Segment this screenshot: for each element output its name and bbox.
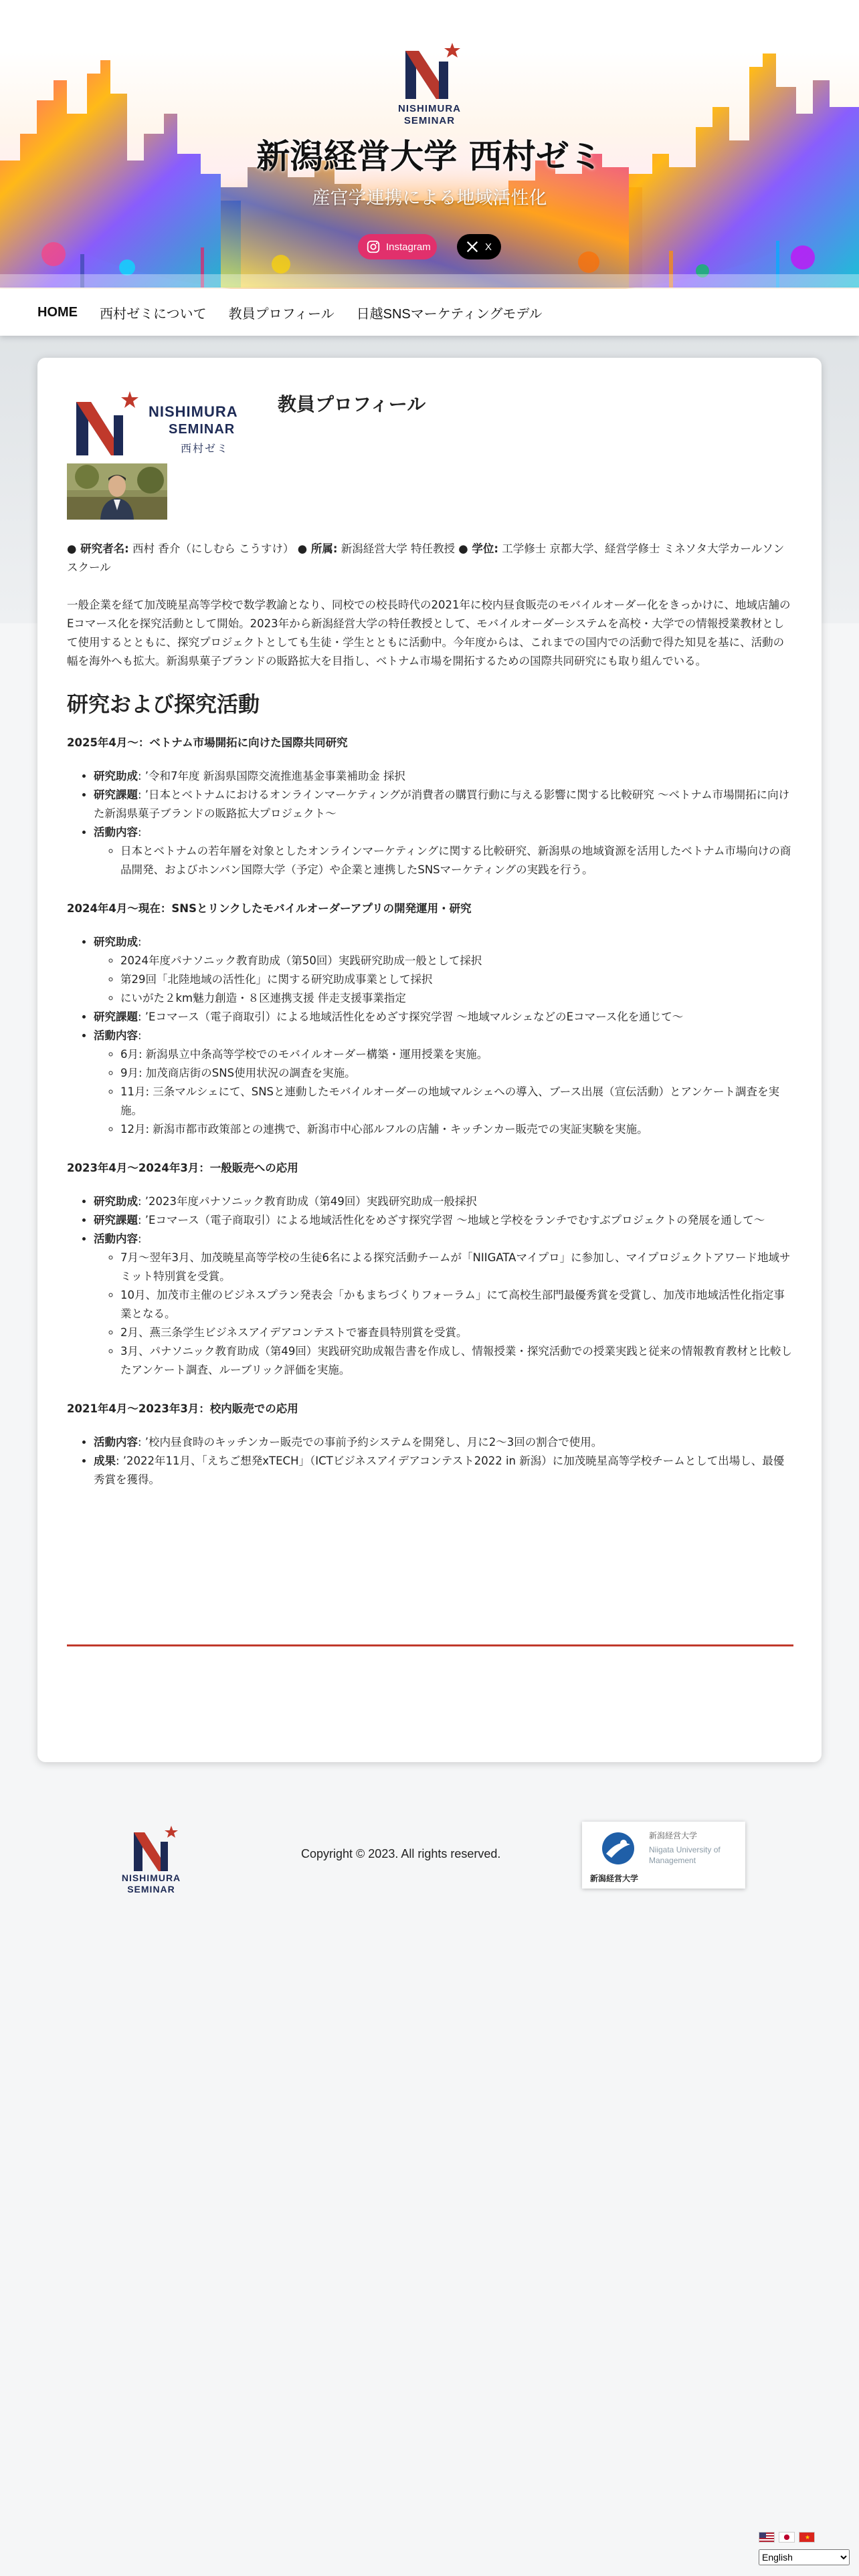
researcher-name: 西村 香介（にしむら こうすけ） [128, 542, 298, 555]
period-list [94, 933, 793, 1139]
item-label: 研究課題 [94, 1010, 138, 1023]
list-item [94, 767, 793, 786]
item-text: : ’Eコマース（電子商取引）による地域活性化をめざす探究学習 〜地域マルシェなどのEコマース化を通じて〜 [138, 1010, 684, 1023]
language-select[interactable] [759, 2549, 850, 2565]
item-label: 活動内容 [94, 826, 138, 839]
x-label: X [485, 241, 492, 253]
site-title: 新潟経営大学 西村ゼミ [256, 137, 603, 176]
sub-list-item: ◦ にいがた２km魅力創造・８区連携支援 伴走支援事業指定 [120, 989, 793, 1008]
period-list [94, 1192, 793, 1380]
university-banner[interactable] [582, 1822, 745, 1889]
university-name-en-line1: Niigata University of [649, 1845, 721, 1854]
x-logo-icon [465, 239, 480, 254]
list-item [94, 1027, 793, 1139]
university-name-jp: 新潟経営大学 [649, 1831, 698, 1840]
item-label: 活動内容 [94, 1029, 138, 1042]
item-text: : ’2022年11月、「えちご想発xTECH」（ICTビジネスアイデアコンテスト2022 in 新潟）に加茂暁星高等学校チームとして出場し、最優秀賞を獲得。 [94, 1455, 785, 1486]
card-logo-line2: SEMINAR [169, 422, 235, 437]
seminar-logo [70, 389, 257, 462]
profile-content [67, 540, 793, 1509]
sub-list-item: ◦ 日本とベトナムの若年層を対象としたオンラインマーケティングに関する比較研究、新潟県の地域資源を活用したベトナム市場向けの商品開発、およびホンバン国際大学（予定）や企業と連携したSNSマーケティングの実践を行う。 [120, 842, 793, 879]
star-icon [165, 1826, 178, 1838]
degree: 工学修士 京都大学、経営学修士 ミネソタ大学カールソンスクール [67, 542, 785, 574]
sub-list-item: ◦ 6月: 新潟県立中条高等学校でのモバイルオーダー構築・運用授業を実施。 [120, 1045, 793, 1064]
list-item [94, 1192, 793, 1211]
sub-list-item: ◦ 3月、パナソニック教育助成（第49回）実践研究助成報告書を作成し、情報授業・探究活動での授業実践と従来の情報教育教材と比較したアンケート調査、ルーブリック評価を実施。 [120, 1342, 793, 1380]
period-title: 2023年4月〜2024年3月：一般販売への応用 [67, 1162, 298, 1174]
section-divider [67, 1644, 793, 1646]
period-title: 2025年4月〜：ベトナム市場開拓に向けた国際共同研究 [67, 736, 348, 749]
footer-logo-line1: NISHIMURA [121, 1872, 181, 1883]
list-item [94, 1433, 793, 1452]
star-icon [444, 43, 460, 58]
item-text: : ’令和7年度 新潟県国際交流推進基金事業補助金 採択 [138, 770, 406, 782]
footer-logo[interactable] [118, 1824, 185, 1897]
nav-sns-marketing-model[interactable]: 日越SNSマーケティングモデル [356, 306, 543, 322]
list-item [94, 786, 793, 823]
x-button[interactable] [457, 234, 501, 259]
university-name-en [649, 1844, 721, 1866]
ni-mark-icon [118, 1824, 185, 1872]
university-name-en-line2: Management [649, 1856, 696, 1865]
list-item [94, 823, 793, 879]
sub-list-item: ◦ 2月、燕三条学生ビジネスアイデアコンテストで審査員特別賞を受賞。 [120, 1323, 793, 1342]
university-emblem-icon [591, 1827, 645, 1871]
item-text: : ’日本とベトナムにおけるオンラインマーケティングが消費者の購買行動に与える影響に関する比較研究 〜ベトナム市場開拓に向けた新潟県菓子ブランドの販路拡大プロジェクト〜 [94, 788, 790, 820]
item-label: 活動内容 [94, 1436, 138, 1448]
list-item [94, 1211, 793, 1230]
item-label: 成果 [94, 1455, 116, 1467]
card-logo-line3: 西村ゼミ [181, 443, 229, 455]
period-list [94, 1433, 793, 1489]
vietnam-flag-icon[interactable]: ★ [799, 2532, 815, 2543]
instagram-icon [366, 239, 381, 254]
hero-header [0, 0, 859, 289]
item-label: 活動内容 [94, 1232, 138, 1245]
site-logo[interactable] [387, 41, 472, 130]
us-flag-icon[interactable] [759, 2532, 775, 2543]
profile-photo [67, 463, 167, 520]
profile-card [37, 358, 822, 1762]
period-title: 2021年4月〜2023年3月：校内販売での応用 [67, 1402, 298, 1415]
list-item [94, 1452, 793, 1489]
label-affiliation: ● 所属: [297, 542, 338, 555]
item-text: : ’2023年度パナソニック教育助成（第49回）実践研究助成一般採択 [138, 1195, 477, 1208]
copyright-text: Copyright © 2023. All rights reserved. [301, 1847, 501, 1860]
sub-list-item: ◦ 9月: 加茂商店街のSNS使用状況の調査を実施。 [120, 1064, 793, 1083]
nav-faculty-profile[interactable]: 教員プロフィール [228, 306, 335, 322]
list-item [94, 933, 793, 1008]
footer-logo-line2: SEMINAR [127, 1884, 175, 1895]
sub-list-item: ◦ 12月: 新潟市都市政策部との連携で、新潟市中心部ルフルの店舗・キッチンカー販売での実証実験を実施。 [120, 1120, 793, 1139]
language-switcher [759, 2532, 850, 2569]
item-text: : ’校内昼食時のキッチンカー販売での事前予約システムを開発し、月に2〜3回の割合で使用。 [138, 1436, 603, 1448]
bio-paragraph: 一般企業を経て加茂暁星高等学校で数学教諭となり、同校での校長時代の2021年に校内昼食販売のモバイルオーダー化をきっかけに、地域店舗のEコマース化を探究活動として開始。2023年から新潟経営大学の特任教授として、モバイルオーダーシステムを高校・大学での情報授業教材として使用するとともに、探究プロジェクトとしても生徒・学生とともに活動中。今年度からは、これまでの国内での活動で得た知見を基に、活動の幅を海外へも拡大。新潟県菓子ブランドの販路拡大を目指し、ベトナム市場を開拓するための国際共同研究にも取り組んでいる。 [67, 599, 791, 667]
instagram-button[interactable] [358, 234, 437, 259]
university-name-bottom: 新潟経営大学 [590, 1874, 639, 1883]
nav-about-seminar[interactable]: 西村ゼミについて [100, 306, 207, 322]
item-label: 研究助成 [94, 936, 138, 948]
sub-list-item: ◦ 7月〜翌年3月、加茂暁星高等学校の生徒6名による探究活動チームが「NIIGATAマイプロ」に参加し、マイプロジェクトアワード地域サミット特別賞を受賞。 [120, 1249, 793, 1286]
period-list [94, 767, 793, 879]
affiliation: 新潟経営大学 特任教授 [337, 542, 459, 555]
star-icon [121, 391, 138, 408]
researcher-info [67, 540, 793, 577]
sub-list-item: ◦ 2024年度パナソニック教育助成（第50回）実践研究助成一般として採択 [120, 952, 793, 970]
sub-list-item: ◦ 第29回「北陸地域の活性化」に関する研究助成事業として採択 [120, 970, 793, 989]
list-item [94, 1230, 793, 1380]
nav-home[interactable]: HOME [37, 304, 78, 320]
item-label: 研究助成 [94, 770, 138, 782]
logo-text-line2: SEMINAR [403, 115, 456, 126]
item-label: 研究課題 [94, 788, 138, 801]
main-nav [0, 289, 859, 336]
section-title: 研究および探究活動 [67, 691, 260, 717]
ni-mark-icon [387, 41, 472, 102]
ni-mark-icon [70, 389, 143, 462]
japan-flag-icon[interactable] [779, 2532, 795, 2543]
card-logo-line1: NISHIMURA [149, 403, 238, 420]
list-item [94, 1008, 793, 1027]
item-text: : ’Eコマース（電子商取引）による地域活性化をめざす探究学習 〜地域と学校をランチでむすぶプロジェクトの発展を通して〜 [138, 1214, 765, 1226]
label-degree: ● 学位: [458, 542, 498, 555]
item-text: : [138, 1232, 142, 1245]
logo-text-line1: NISHIMURA [398, 103, 461, 114]
sub-list-item: ◦ 10月、加茂市主催のビジネスプラン発表会「かもまちづくりフォーラム」にて高校生部門最優秀賞を受賞し、加茂市地域活性化指定事業となる。 [120, 1286, 793, 1323]
item-label: 研究助成 [94, 1195, 138, 1208]
sub-list-item: ◦ 11月: 三条マルシェにて、SNSと連動したモバイルオーダーの地域マルシェへの導入、ブース出展（宣伝活動）とアンケート調査を実施。 [120, 1083, 793, 1120]
instagram-label: Instagram [386, 241, 431, 253]
label-name: ● 研究者名: [67, 542, 129, 555]
item-text: : [138, 936, 142, 948]
item-text: : [138, 1029, 142, 1042]
site-subtitle: 産官学連携による地域活性化 [312, 188, 547, 209]
page-title: 教員プロフィール [278, 393, 426, 415]
item-label: 研究課題 [94, 1214, 138, 1226]
item-text: : [138, 826, 142, 839]
period-title: 2024年4月〜現在：SNSとリンクしたモバイルオーダーアプリの開発運用・研究 [67, 902, 472, 915]
